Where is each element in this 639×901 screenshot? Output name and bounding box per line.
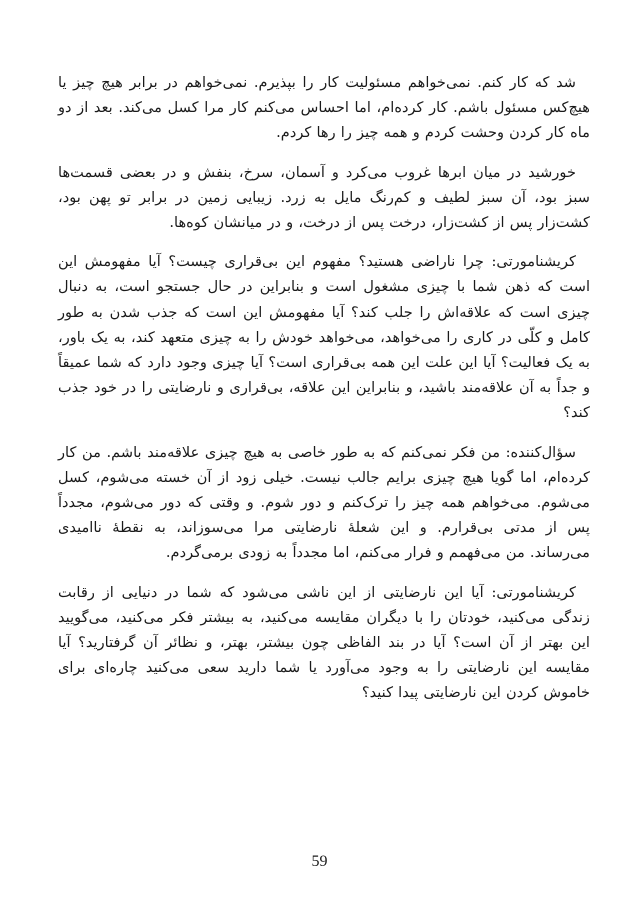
paragraph-4: سؤال‌کننده: من فکر نمی‌کنم که به طور خاصی به هیچ چیزی علاقه‌مند باشم. من کار کرده‌ام، اما گویا هیچ چیزی برایم جالب نیست. خیلی زود از آن خسته می‌شوم، کسل می‌شوم. می‌خواهم همه چیز را ترک‌کنم و دور شوم. و وقتی که دور می‌شوم، مجدداً پس از مدتی بی‌قرارم. و این شعلهٔ نارضایتی مرا می‌سوزاند، به نقطهٔ ناامیدی می‌رساند. من می‌فهمم و فرار می‌کنم، اما مجدداً به زودی برمی‌گردم.	[58, 443, 590, 562]
paragraph-1: شد که کار کنم. نمی‌خواهم مسئولیت کار را بپذیرم. نمی‌خواهم در برابر هیچ چیز یا هیچ‌کس مسئول باشم. کار کرده‌ام، اما احساس می‌کنم کار مرا کسل می‌کند. بعد از دو ماه کار کردن وحشت کردم و همه چیز را رها کردم.	[58, 74, 590, 142]
paragraph-2: خورشید در میان ابرها غروب می‌کرد و آسمان، سرخ، بنفش و در بعضی قسمت‌ها سبز بود، آن سبز لطیف و کم‌رنگ مایل به زرد. زیبایی زمین در برابر تو پهن بود، کشت‌زار پس از کشت‌زار، درخت پس از درخت، و در میانشان کوه‌ها.	[58, 163, 590, 232]
paragraph-3: کریشنامورتی: چرا ناراضی هستید؟ مفهوم این بی‌قراری چیست؟ آیا مفهومش این است که ذهن شما با چیزی مشغول است و بنابراین در حال جستجو است، به دنبال چیزی است که علاقه‌اش را جلب کند؟ آیا مفهومش این است که جذب شدن به طور کامل و کلّی در کاری را می‌خواهد، می‌خواهد خودش را به چیزی متعهد کند، به یک باور، به یک فعالیت؟ آیا این علت این همه بی‌قراری است؟ آیا چیزی وجود دارد که شما عمیقاً و جداً به آن علاقه‌مند باشید، و بنابراین این علاقه، بی‌قراری و نارضایتی را در خود جذب کند؟	[58, 253, 590, 422]
page-number: 59	[311, 853, 328, 870]
paragraph-5: کریشنامورتی: آیا این نارضایتی از این ناشی می‌شود که شما در دنیایی از رقابت زندگی می‌کنید، خودتان را با دیگران مقایسه می‌کنید، به بیشتر فکر می‌کنید، می‌گویید این بهتر از آن است؟ آیا در بند الفاظی چون بیشتر، بهتر، و نظائر آن گرفتارید؟ آیا مقایسه این نارضایتی را به وجود می‌آورد یا شما دارید سعی می‌کنید چاره‌ای برای خاموش کردن این نارضایتی پیدا کنید؟	[58, 583, 590, 702]
page-text-body	[58, 70, 590, 720]
